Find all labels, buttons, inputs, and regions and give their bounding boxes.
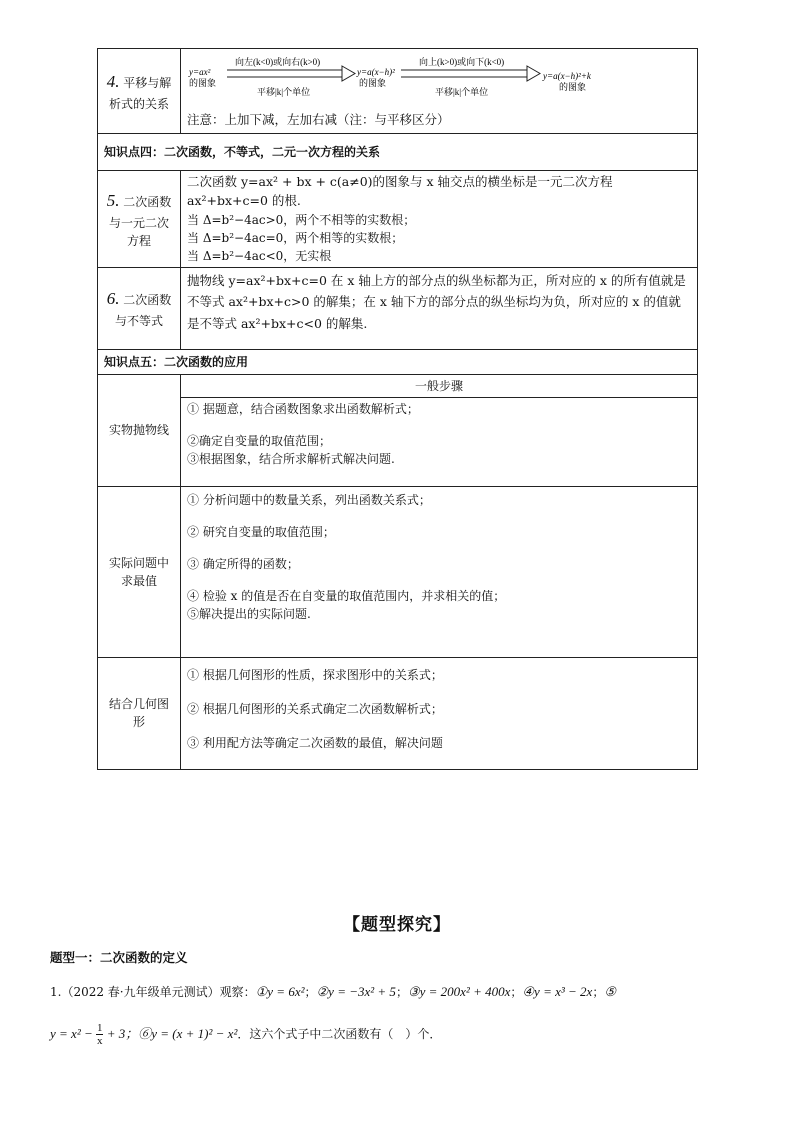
section5-row bbox=[98, 349, 698, 374]
q1-item-6: ⑥y = (x + 1)² − x² bbox=[138, 1026, 238, 1042]
q1-item-5: ⑤ bbox=[604, 984, 616, 999]
question-type-title: 题型一：二次函数的定义 bbox=[50, 950, 188, 965]
arrow2-bottom: 平移|k|个单位 bbox=[435, 86, 489, 97]
app2-label: 实际问题中求最值 bbox=[98, 486, 181, 657]
row5-line-1: 二次函数 y=ax² + bx + c(a≠0)的图象与 x 轴交点的横坐标是一元二次方程 ax²+bx+c=0 的根. bbox=[187, 174, 613, 208]
app1-step-1: ① 据题意，结合函数图象求出函数解析式； bbox=[187, 401, 419, 416]
eq3: y=a(x−h)²+k bbox=[543, 70, 591, 81]
app3-step-2: ② 根据几何图形的关系式确定二次函数解析式； bbox=[187, 701, 443, 716]
arrow1-bottom: 平移|k|个单位 bbox=[257, 86, 311, 97]
steps-header-row bbox=[98, 374, 698, 397]
general-steps-header: 一般步骤 bbox=[181, 374, 698, 397]
row5-content bbox=[181, 171, 698, 268]
row5-label bbox=[98, 171, 181, 268]
app1-steps bbox=[181, 397, 698, 486]
row6-label-text: 二次函数与不等式 bbox=[114, 293, 172, 328]
q1-item-3: ③y = 200x² + 400x bbox=[407, 984, 511, 999]
row-translation bbox=[98, 49, 698, 134]
fraction-denominator: x bbox=[96, 1035, 103, 1048]
eq1-sub: 的图象 bbox=[189, 77, 217, 88]
arrow1-top: 向左(k<0)或向右(k>0) bbox=[235, 56, 321, 67]
app3-label: 结合几何图形 bbox=[98, 657, 181, 769]
arrow2 bbox=[401, 66, 540, 81]
row5-line-3: 当 Δ=b²−4ac=0，两个相等的实数根； bbox=[187, 230, 404, 245]
app1-label: 实物抛物线 bbox=[98, 374, 181, 486]
section4-row bbox=[98, 134, 698, 171]
row-equation bbox=[98, 171, 698, 268]
row5-line-2: 当 Δ=b²−4ac>0，两个不相等的实数根； bbox=[187, 212, 416, 227]
question-1-line-2 bbox=[50, 1022, 750, 1047]
row4-content bbox=[181, 49, 698, 134]
app3-row bbox=[98, 657, 698, 769]
row4-num: 4. bbox=[106, 72, 120, 92]
row6-num: 6. bbox=[106, 289, 120, 309]
fraction-numerator: 1 bbox=[96, 1022, 103, 1034]
section5-title: 知识点五：二次函数的应用 bbox=[98, 349, 698, 374]
eq2-sub: 的图象 bbox=[359, 77, 387, 88]
row5-line-4: 当 Δ=b²−4ac<0，无实根 bbox=[187, 248, 332, 263]
q1-suffix: ．这六个式子中二次函数有（ ）个． bbox=[237, 1027, 442, 1042]
app2-step-2: ② 研究自变量的取值范围； bbox=[187, 524, 335, 539]
row4-label bbox=[98, 49, 181, 134]
eq1: y=ax² bbox=[189, 66, 211, 77]
app2-step-3: ③ 确定所得的函数； bbox=[187, 556, 299, 571]
row6-label bbox=[98, 267, 181, 349]
app3-step-1: ① 根据几何图形的性质，探求图形中的关系式； bbox=[187, 667, 443, 682]
question-1-line-1: 1.（2022 春·九年级单元测试）观察：①y = 6x²；②y = −3x² + 5；③y = 200x² + 400x；④y = x³ − 2x；⑤ bbox=[50, 984, 616, 999]
q1-item-4: ④y = x³ − 2x bbox=[522, 984, 593, 999]
app2-step-5: ⑤解决提出的实际问题. bbox=[187, 606, 311, 621]
app3-steps bbox=[181, 657, 698, 769]
row5-label-text: 二次函数与一元二次方程 bbox=[108, 195, 172, 248]
section4-title: 知识点四：二次函数，不等式，二元一次方程的关系 bbox=[98, 134, 698, 171]
q1-item5-a: y = x² − bbox=[50, 1026, 96, 1042]
knowledge-table bbox=[97, 48, 698, 770]
app2-step-1: ① 分析问题中的数量关系，列出函数关系式； bbox=[187, 492, 431, 507]
q1-prefix: 1.（2022 春·九年级单元测试）观察： bbox=[50, 985, 256, 999]
app2-steps bbox=[181, 486, 698, 657]
eq2: y=a(x−h)² bbox=[357, 66, 395, 77]
row4-label-text: 平移与解析式的关系 bbox=[108, 76, 172, 111]
q1-item5-b: + 3； bbox=[103, 1026, 139, 1042]
row-inequality bbox=[98, 267, 698, 349]
q1-item-2: ②y = −3x² + 5 bbox=[316, 984, 396, 999]
arrow2-top: 向上(k>0)或向下(k<0) bbox=[419, 56, 505, 67]
row6-text: 抛物线 y=ax²+bx+c=0 在 x 轴上方的部分点的纵坐标都为正，所对应的 x 的所有值就是不等式 ax²+bx+c>0 的解集；在 x 轴下方的部分点的纵坐标均为负，所对应的 x 的值就是不等式 ax²+bx+c<0 的解集. bbox=[181, 267, 698, 349]
section-heading: 【题型探究】 bbox=[343, 915, 451, 935]
app1-step-3: ③根据图象，结合所求解析式解决问题. bbox=[187, 451, 395, 466]
row4-note: 注意：上加下减，左加右减（注：与平移区分） bbox=[187, 111, 450, 127]
eq3-sub: 的图象 bbox=[559, 81, 587, 92]
row5-num: 5. bbox=[106, 191, 120, 210]
app3-step-3: ③ 利用配方法等确定二次函数的最值，解决问题 bbox=[187, 735, 443, 750]
app2-step-4: ④ 检验 x 的值是否在自变量的取值范围内，并求相关的值； bbox=[187, 588, 506, 603]
q1-item-1: ①y = 6x² bbox=[255, 984, 305, 999]
app2-row bbox=[98, 486, 698, 657]
app1-row bbox=[98, 397, 698, 486]
app1-step-2: ②确定自变量的取值范围； bbox=[187, 433, 332, 448]
translation-diagram bbox=[187, 53, 687, 105]
arrow1 bbox=[227, 66, 355, 81]
